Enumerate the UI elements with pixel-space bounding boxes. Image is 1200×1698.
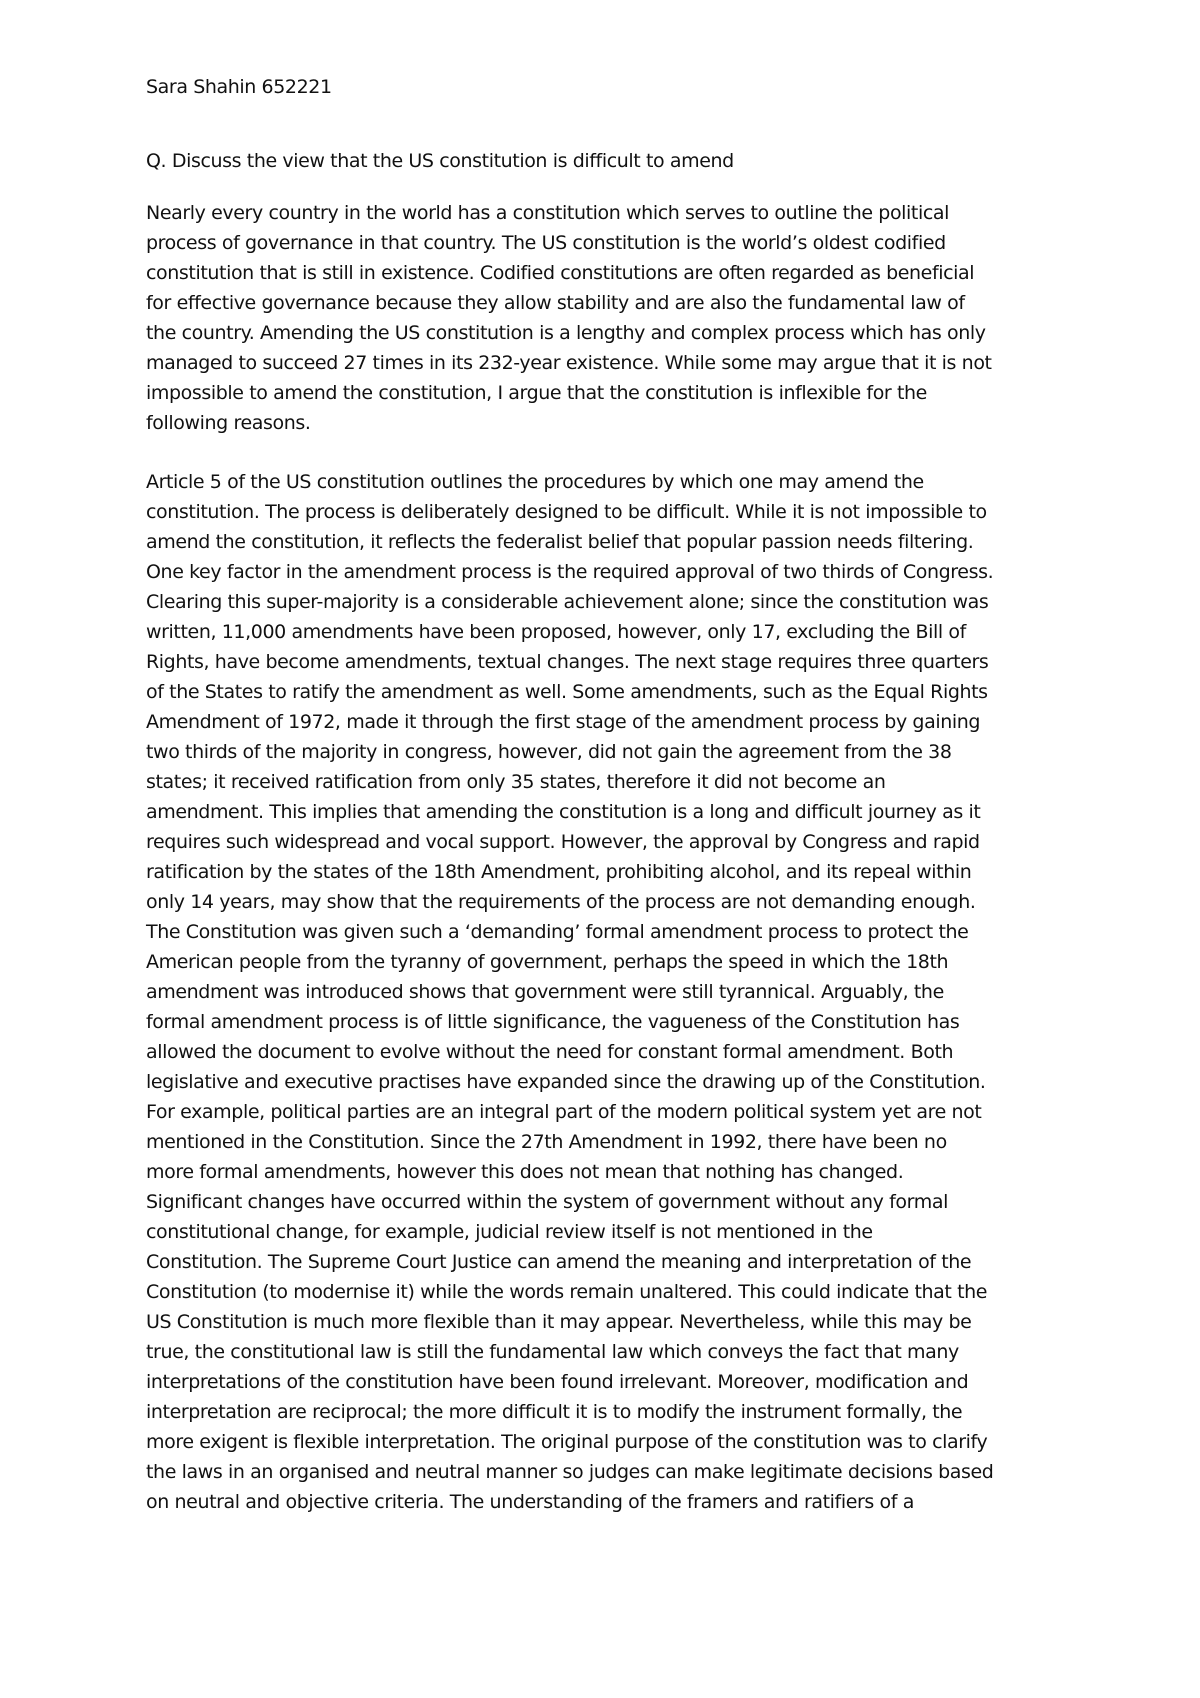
text-line: of the States to ratify the amendment as well. Some amendments, such as the Equal Rights [146,681,988,703]
text-line: Rights, have become amendments, textual changes. The next stage requires three quarters [146,651,989,673]
text-line: Clearing this super-majority is a considerable achievement alone; since the constitution was [146,591,989,613]
text-line: formal amendment process is of little significance, the vagueness of the Constitution has [146,1011,960,1033]
text-line: more formal amendments, however this does not mean that nothing has changed. [146,1161,904,1183]
text-line: American people from the tyranny of government, perhaps the speed in which the 18th [146,951,949,973]
text-line: constitution that is still in existence. Codified constitutions are often regarded as beneficial [146,262,975,284]
text-line: for effective governance because they allow stability and are also the fundamental law of [146,292,965,314]
document-body [146,72,1086,1517]
paragraph-body [146,467,1086,1517]
text-line: constitution. The process is deliberately designed to be difficult. While it is not impossible to [146,501,987,523]
text-line: mentioned in the Constitution. Since the 27th Amendment in 1992, there have been no [146,1131,947,1153]
text-line: US Constitution is much more flexible than it may appear. Nevertheless, while this may be [146,1311,972,1333]
text-line: true, the constitutional law is still the fundamental law which conveys the fact that many [146,1341,959,1363]
text-line: requires such widespread and vocal support. However, the approval by Congress and rapid [146,831,980,853]
text-line: following reasons. [146,412,311,434]
text-line: constitutional change, for example, judicial review itself is not mentioned in the [146,1221,873,1243]
text-line: only 14 years, may show that the requirements of the process are not demanding enough. [146,891,976,913]
text-line: interpretation are reciprocal; the more difficult it is to modify the instrument formally, the [146,1401,963,1423]
text-line: amendment. This implies that amending the constitution is a long and difficult journey as it [146,801,981,823]
text-line: on neutral and objective criteria. The understanding of the framers and ratifiers of a [146,1491,914,1513]
text-line: two thirds of the majority in congress, however, did not gain the agreement from the 38 [146,741,952,763]
text-line: process of governance in that country. The US constitution is the world’s oldest codified [146,232,946,254]
text-line: impossible to amend the constitution, I argue that the constitution is inflexible for the [146,382,927,404]
text-line: amend the constitution, it reflects the federalist belief that popular passion needs filtering. [146,531,974,553]
text-line: Amendment of 1972, made it through the first stage of the amendment process by gaining [146,711,981,733]
text-line: the country. Amending the US constitution is a lengthy and complex process which has only [146,322,986,344]
text-line: Constitution (to modernise it) while the words remain unaltered. This could indicate that the [146,1281,988,1303]
text-line: One key factor in the amendment process is the required approval of two thirds of Congress. [146,561,994,583]
text-line: the laws in an organised and neutral manner so judges can make legitimate decisions based [146,1461,994,1483]
text-line: states; it received ratification from only 35 states, therefore it did not become an [146,771,886,793]
text-line: allowed the document to evolve without the need for constant formal amendment. Both [146,1041,954,1063]
text-line: Significant changes have occurred within the system of government without any formal [146,1191,948,1213]
paragraph-introduction [146,198,1086,438]
text-line: managed to succeed 27 times in its 232-year existence. While some may argue that it is not [146,352,992,374]
text-line: amendment was introduced shows that government were still tyrannical. Arguably, the [146,981,944,1003]
text-line: legislative and executive practises have expanded since the drawing up of the Constitution. [146,1071,986,1093]
text-line: more exigent is flexible interpretation. The original purpose of the constitution was to clarify [146,1431,988,1453]
text-line: ratification by the states of the 18th Amendment, prohibiting alcohol, and its repeal within [146,861,972,883]
author-line: Sara Shahin 652221 [146,76,332,98]
text-line: Article 5 of the US constitution outlines the procedures by which one may amend the [146,471,924,493]
text-line: interpretations of the constitution have been found irrelevant. Moreover, modification and [146,1371,969,1393]
text-line: The Constitution was given such a ‘demanding’ formal amendment process to protect the [146,921,969,943]
text-line: written, 11,000 amendments have been proposed, however, only 17, excluding the Bill of [146,621,966,643]
text-line: For example, political parties are an integral part of the modern political system yet are not [146,1101,982,1123]
text-line: Nearly every country in the world has a constitution which serves to outline the political [146,202,950,224]
text-line: Constitution. The Supreme Court Justice can amend the meaning and interpretation of the [146,1251,972,1273]
essay-question: Q. Discuss the view that the US constitution is difficult to amend [146,150,734,172]
